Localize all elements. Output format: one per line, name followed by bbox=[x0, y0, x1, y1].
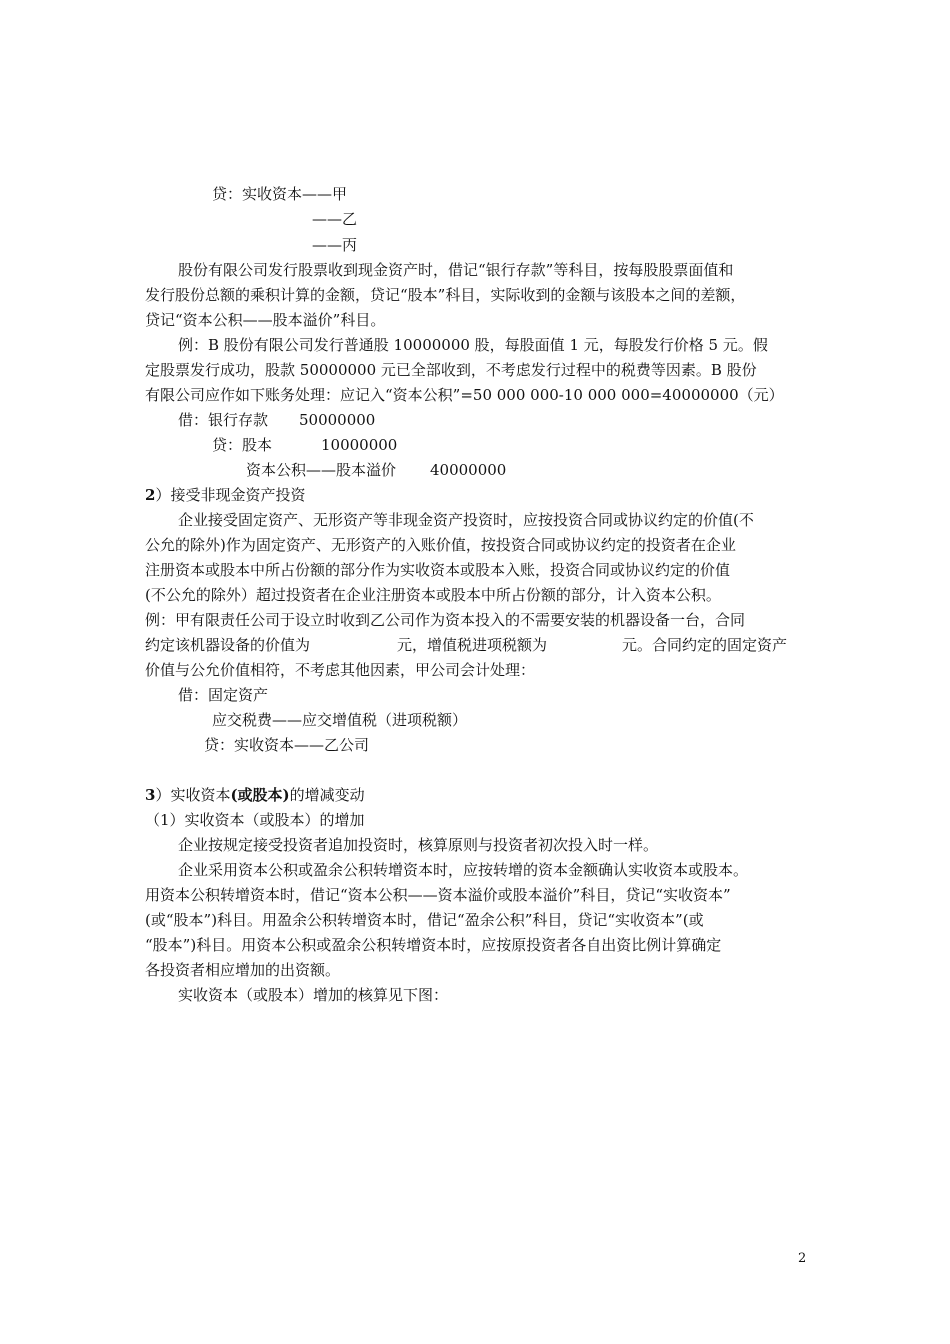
subsection-heading: （1）实收资本（或股本）的增加 bbox=[145, 811, 365, 829]
example-line: 约定该机器设备的价值为 bbox=[145, 636, 311, 654]
paragraph-line: 企业采用资本公积或盈余公积转增资本时，应按转增的资本金额确认实收资本或股本。 bbox=[178, 861, 749, 879]
paragraph-line: 企业按规定接受投资者追加投资时，核算原则与投资者初次投入时一样。 bbox=[178, 836, 659, 854]
section-number: 2 bbox=[145, 486, 156, 504]
paragraph-line: 公允的除外)作为固定资产、无形资产的入账价值，按投资合同或协议约定的投资者在企业 bbox=[145, 536, 736, 554]
paragraph-line: (或“股本”)科目。用盈余公积转增资本时，借记“盈余公积”科目，贷记“实收资本”(或 bbox=[145, 911, 704, 929]
example-line: 有限公司应作如下账务处理：应记入“资本公积”=50 000 000-10 000 000=40000000（元） bbox=[145, 386, 784, 404]
journal-sub-line: ——乙 bbox=[312, 210, 358, 228]
section-title: 的增减变动 bbox=[289, 786, 365, 804]
section-title: ）接受非现金资产投资 bbox=[155, 486, 306, 504]
example-line: 元，增值税进项税额为 bbox=[397, 636, 548, 654]
paragraph-line: 贷记“资本公积——股本溢价”科目。 bbox=[145, 311, 386, 329]
example-line: 定股票发行成功，股款 50000000 元已全部收到，不考虑发行过程中的税费等因素。B 股份 bbox=[145, 361, 757, 379]
page-number: 2 bbox=[798, 1251, 807, 1266]
paragraph-line: 注册资本或股本中所占份额的部分作为实收资本或股本入账，投资合同或协议约定的价值 bbox=[145, 561, 731, 579]
journal-debit-line: 应交税费——应交增值税（进项税额） bbox=[212, 711, 468, 729]
journal-credit-line: 贷：实收资本——甲 bbox=[212, 185, 348, 203]
paragraph-line: 各投资者相应增加的出资额。 bbox=[145, 961, 341, 979]
paragraph-line: “股本”)科目。用资本公积或盈余公积转增资本时，应按原投资者各自出资比例计算确定 bbox=[145, 936, 722, 954]
journal-credit-label: 贷：股本 bbox=[212, 436, 273, 454]
journal-debit-line: 借：固定资产 bbox=[178, 686, 269, 704]
example-line: 价值与公允价值相符，不考虑其他因素，甲公司会计处理： bbox=[145, 661, 536, 679]
example-line: 例：B 股份有限公司发行普通股 10000000 股，每股面值 1 元，每股发行价格 5 元。假 bbox=[178, 336, 768, 354]
paragraph-line: 企业接受固定资产、无形资产等非现金资产投资时，应按投资合同或协议约定的价值(不 bbox=[178, 511, 754, 529]
paragraph-line: 股份有限公司发行股票收到现金资产时，借记“银行存款”等科目，按每股股票面值和 bbox=[178, 261, 734, 279]
journal-credit-line: 贷：实收资本——乙公司 bbox=[204, 736, 370, 754]
section-title-bold: (或股本) bbox=[230, 786, 290, 804]
paragraph-line: 实收资本（或股本）增加的核算见下图： bbox=[178, 986, 449, 1004]
example-line: 例：甲有限责任公司于设立时收到乙公司作为资本投入的不需要安装的机器设备一台，合同 bbox=[145, 611, 746, 629]
section-heading bbox=[145, 783, 365, 807]
paragraph-line: (不公允的除外）超过投资者在企业注册资本或股本中所占份额的部分，计入资本公积。 bbox=[145, 586, 721, 604]
paragraph-line: 用资本公积转增资本时，借记“资本公积——资本溢价或股本溢价”科目，贷记“实收资本” bbox=[145, 886, 731, 904]
journal-credit2-label: 资本公积——股本溢价 bbox=[246, 461, 397, 479]
paragraph-line: 发行股份总额的乘积计算的金额，贷记“股本”科目，实际收到的金额与该股本之间的差额， bbox=[145, 286, 746, 304]
section-heading bbox=[145, 483, 305, 507]
section-number: 3 bbox=[145, 786, 156, 804]
journal-credit2-amount: 40000000 bbox=[430, 461, 507, 479]
journal-debit-label: 借：银行存款 bbox=[178, 411, 269, 429]
example-line: 元。合同约定的固定资产 bbox=[622, 636, 788, 654]
journal-credit-amount: 10000000 bbox=[321, 436, 398, 454]
journal-debit-amount: 50000000 bbox=[299, 411, 376, 429]
journal-sub-line: ——丙 bbox=[312, 236, 358, 254]
section-title: ）实收资本 bbox=[155, 786, 231, 804]
